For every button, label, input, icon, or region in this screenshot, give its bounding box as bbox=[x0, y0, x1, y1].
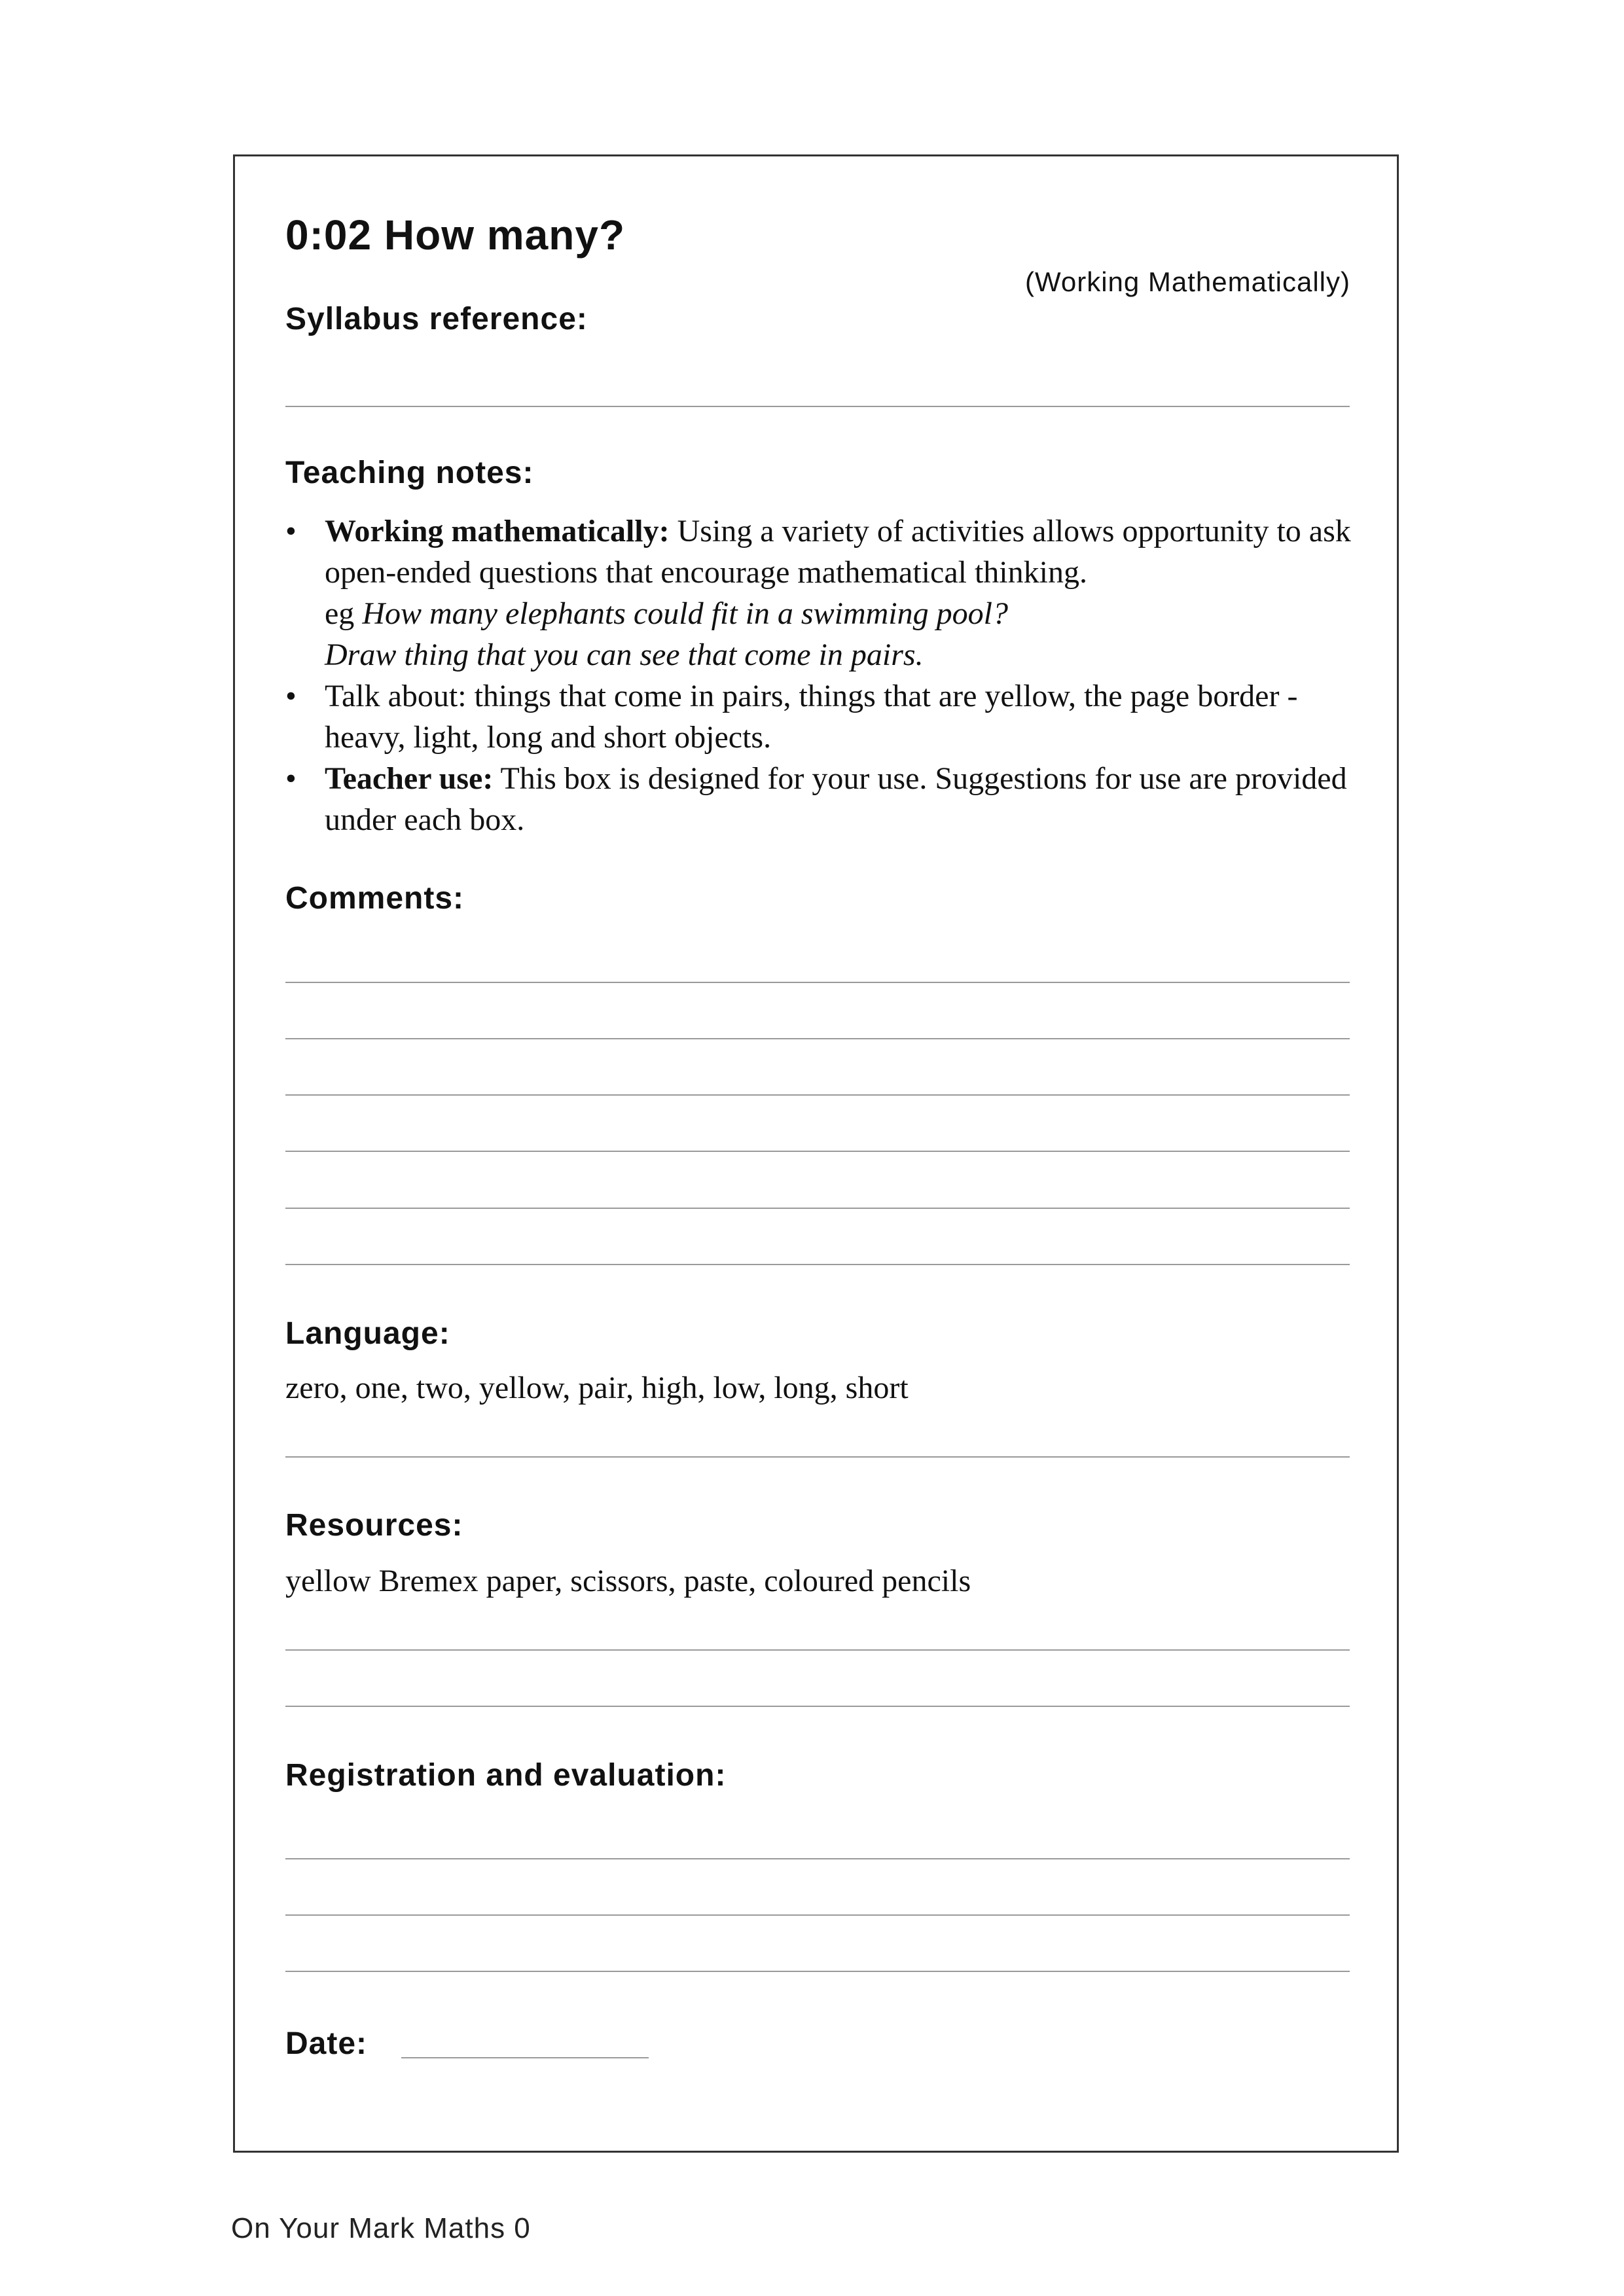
list-item bbox=[285, 511, 1359, 675]
note-label: Teacher use: bbox=[325, 761, 494, 796]
note-text: Talk about: things that come in pairs, things that are yellow, the page border - heavy, light, long and short objects. bbox=[325, 679, 1298, 755]
date-label: Date: bbox=[285, 2026, 368, 2061]
resources-line bbox=[285, 1649, 1350, 1651]
page-border bbox=[233, 154, 1399, 2153]
note-text: Using a variety of activities allows opportunity to ask open-ended questions that encourage mathematical thinking. bbox=[325, 514, 1351, 590]
strand-label: (Working Mathematically) bbox=[1024, 266, 1350, 297]
resources-line bbox=[285, 1706, 1350, 1707]
comment-line[interactable] bbox=[285, 1151, 1350, 1152]
resources-text: yellow Bremex paper, scissors, paste, coloured pencils bbox=[285, 1564, 971, 1598]
language-line bbox=[285, 1456, 1350, 1458]
list-item bbox=[285, 675, 1359, 758]
registration-line[interactable] bbox=[285, 1971, 1350, 1972]
note-example: How many elephants could fit in a swimming pool? bbox=[362, 596, 1008, 631]
registration-heading: Registration and evaluation: bbox=[285, 1758, 727, 1793]
syllabus-line bbox=[285, 406, 1350, 407]
footer-text: On Your Mark Maths 0 bbox=[231, 2212, 531, 2244]
teaching-notes-list bbox=[285, 511, 1359, 840]
bullet-marker: • bbox=[285, 514, 297, 548]
syllabus-heading: Syllabus reference: bbox=[285, 302, 588, 336]
note-example-prefix: eg bbox=[325, 596, 363, 631]
bullet-marker: • bbox=[285, 679, 297, 713]
registration-line[interactable] bbox=[285, 1914, 1350, 1916]
comment-line[interactable] bbox=[285, 1094, 1350, 1096]
language-text: zero, one, two, yellow, pair, high, low, long, short bbox=[285, 1371, 909, 1405]
note-text: This box is designed for your use. Suggestions for use are provided under each box. bbox=[325, 761, 1347, 837]
bullet-marker: • bbox=[285, 761, 297, 796]
note-example: Draw thing that you can see that come in pairs. bbox=[325, 637, 924, 672]
comment-line[interactable] bbox=[285, 1208, 1350, 1209]
resources-heading: Resources: bbox=[285, 1508, 463, 1543]
comments-heading: Comments: bbox=[285, 881, 465, 916]
page-title: 0:02 How many? bbox=[285, 211, 626, 259]
comment-line[interactable] bbox=[285, 982, 1350, 983]
registration-line[interactable] bbox=[285, 1858, 1350, 1859]
teaching-notes-heading: Teaching notes: bbox=[285, 456, 534, 490]
comment-line[interactable] bbox=[285, 1264, 1350, 1265]
date-line[interactable] bbox=[401, 2057, 649, 2058]
list-item bbox=[285, 758, 1359, 840]
note-label: Working mathematically: bbox=[325, 514, 670, 548]
language-heading: Language: bbox=[285, 1316, 450, 1351]
comment-line[interactable] bbox=[285, 1038, 1350, 1039]
